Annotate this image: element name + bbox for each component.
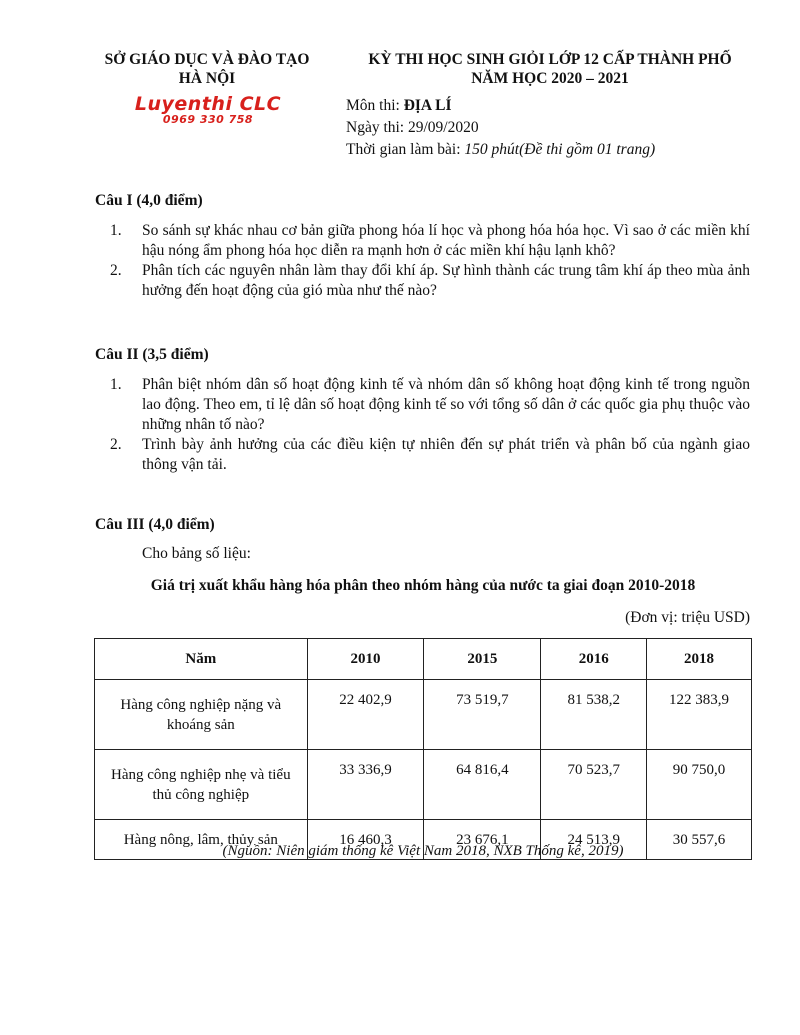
logo-name: Luyenthi CLC <box>134 93 282 115</box>
table-header-cell: 2016 <box>541 639 647 680</box>
table-unit: (Đơn vị: triệu USD) <box>625 609 750 626</box>
question-item <box>110 261 750 301</box>
table-header-cell: 2010 <box>307 639 424 680</box>
table-cell: 90 750,0 <box>647 750 752 820</box>
question-number: 1. <box>110 376 122 393</box>
organization-line-2: HÀ NỘI <box>178 70 236 87</box>
table-cell: 23 676,1 <box>424 820 541 860</box>
table-row <box>95 750 752 820</box>
table-cell: 64 816,4 <box>424 750 541 820</box>
table-cell: 70 523,7 <box>541 750 647 820</box>
table-cell: 22 402,9 <box>307 680 424 750</box>
watermark-logo <box>128 94 288 126</box>
table-row <box>95 680 752 750</box>
time-label: Thời gian làm bài: <box>346 141 465 158</box>
exam-title-line-1: KỲ THI HỌC SINH GIỎI LỚP 12 CẤP THÀNH PHỐ <box>368 51 732 68</box>
question-text: Phân tích các nguyên nhân làm thay đổi khí áp. Sự hình thành các trung tâm khí áp theo mùa ảnh hưởng đến hoạt động của gió mùa như thế nào? <box>142 262 750 299</box>
question-text: Trình bày ảnh hưởng của các điều kiện tự nhiên đến sự phát triển và phân bố của ngành giao thông vận tải. <box>142 436 750 473</box>
subject-label: Môn thi: <box>346 97 404 114</box>
row-label: Hàng nông, lâm, thủy sản <box>95 820 308 860</box>
table-source: (Nguồn: Niên giám thống kê Việt Nam 2018, NXB Thống kê, 2019) <box>222 843 624 859</box>
table-header-cell: Năm <box>95 639 308 680</box>
question-number: 2. <box>110 436 122 453</box>
table-cell: 81 538,2 <box>541 680 647 750</box>
question-item <box>110 375 750 435</box>
section-1-title: Câu I (4,0 điểm) <box>95 192 203 209</box>
question-item <box>110 435 750 475</box>
section-2-title: Câu II (3,5 điểm) <box>95 346 209 363</box>
table-intro: Cho bảng số liệu: <box>142 545 251 562</box>
exam-title-line-2: NĂM HỌC 2020 – 2021 <box>471 70 629 87</box>
organization-line-1: SỞ GIÁO DỤC VÀ ĐÀO TẠO <box>104 51 310 68</box>
time-row <box>346 139 655 161</box>
question-item <box>110 221 750 261</box>
exam-meta <box>346 95 655 161</box>
organization-name <box>88 50 326 88</box>
subject-value: ĐỊA LÍ <box>403 97 452 114</box>
table-header-cell: 2015 <box>424 639 541 680</box>
exam-date: Ngày thi: 29/09/2020 <box>346 119 479 136</box>
table-cell: 30 557,6 <box>647 820 752 860</box>
table-cell: 24 513,9 <box>541 820 647 860</box>
table-cell: 122 383,9 <box>647 680 752 750</box>
table-header-row <box>95 639 752 680</box>
question-number: 2. <box>110 262 122 279</box>
export-value-table <box>94 638 752 860</box>
table-cell: 33 336,9 <box>307 750 424 820</box>
question-text: So sánh sự khác nhau cơ bản giữa phong hóa lí học và phong hóa hóa học. Vì sao ở các miền khí hậu nóng ẩm phong hóa học diễn ra mạnh hơn ở các miền khí hậu lạnh khô? <box>142 222 750 259</box>
question-number: 1. <box>110 222 122 239</box>
subject-row <box>346 95 655 117</box>
logo-phone: 0969 330 758 <box>162 113 254 126</box>
row-label: Hàng công nghiệp nặng và khoáng sản <box>95 680 308 750</box>
table-title: Giá trị xuất khẩu hàng hóa phân theo nhóm hàng của nước ta giai đoạn 2010-2018 <box>150 577 696 594</box>
question-text: Phân biệt nhóm dân số hoạt động kinh tế và nhóm dân số không hoạt động kinh tế trong nguồn lao động. Theo em, tỉ lệ dân số hoạt động kinh tế so với tổng số dân ở các quốc gia phụ thuộc vào những nhân tố nào? <box>142 376 750 433</box>
row-label: Hàng công nghiệp nhẹ và tiểu thủ công nghiệp <box>95 750 308 820</box>
table-cell: 16 460,3 <box>307 820 424 860</box>
exam-title <box>340 50 760 88</box>
table-cell: 73 519,7 <box>424 680 541 750</box>
section-3-title: Câu III (4,0 điểm) <box>95 516 215 533</box>
time-value: 150 phút(Đề thi gồm 01 trang) <box>464 141 656 158</box>
section-2-questions <box>110 375 750 475</box>
table-header-cell: 2018 <box>647 639 752 680</box>
section-1-questions <box>110 221 750 301</box>
